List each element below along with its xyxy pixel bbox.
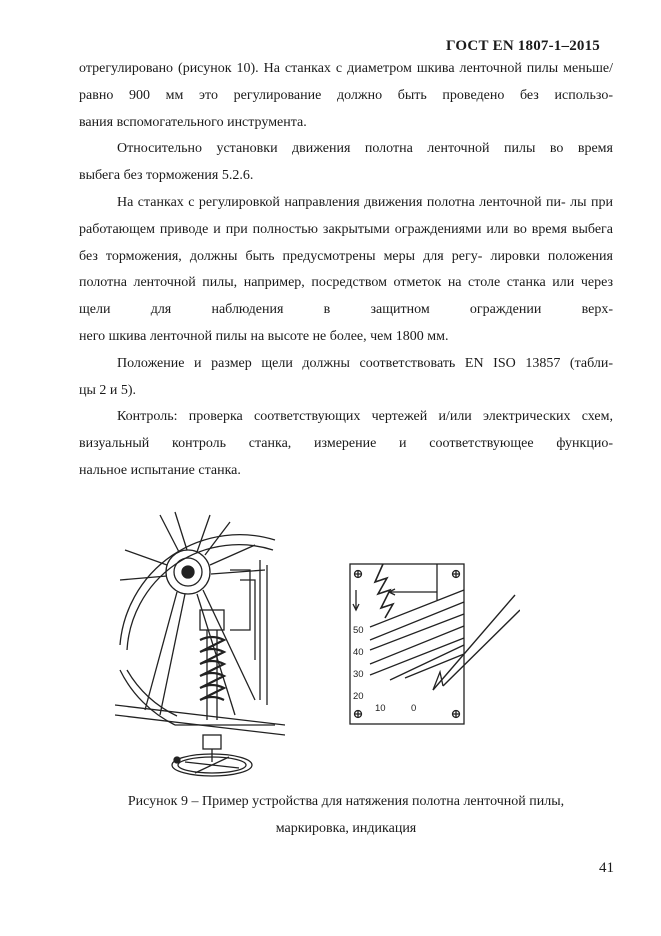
body-text <box>79 56 613 485</box>
caption-line: маркировка, индикация <box>275 821 417 836</box>
paragraph-4-end <box>79 378 613 405</box>
paragraph-1 <box>79 56 613 110</box>
paragraph-5-end <box>79 458 613 485</box>
text-line: него шкива ленточной пилы на высоте не более, чем 1800 мм. <box>79 328 449 344</box>
text-line: На станках с регулировкой направления движения полотна ленточной пи- <box>117 194 566 210</box>
scale-marking-illustration <box>345 560 520 730</box>
scale-label: 30 <box>353 669 364 680</box>
text-line: нальное испытание станка. <box>79 462 241 478</box>
text-line: на столе станка или через щели для наблюдения в защитном ограждении верх- <box>79 275 613 318</box>
scale-label: 40 <box>353 647 364 658</box>
paragraph-3 <box>79 190 613 324</box>
caption-line: Рисунок 9 – Пример устройства для натяжения полотна ленточной пилы, <box>127 794 565 809</box>
paragraph-1-end <box>79 110 613 137</box>
paragraph-3-end <box>79 324 613 351</box>
scale-label: 50 <box>353 625 364 636</box>
text-line: Относительно установки движения полотна ленточной пилы во время <box>117 141 613 157</box>
text-line: выбега без торможения 5.2.6. <box>79 168 254 184</box>
text-line: отрегулировано (рисунок 10). На станках с диаметром шкива ленточной пилы <box>79 61 559 76</box>
text-line: вания вспомогательного инструмента. <box>79 114 307 130</box>
standard-header: ГОСТ EN 1807-1–2015 <box>446 38 600 54</box>
paragraph-5 <box>79 404 613 458</box>
page-number: 41 <box>599 860 614 876</box>
text-line: лировки положения полотна ленточной пилы, например, посредством отметок <box>79 248 613 291</box>
scale-label: 20 <box>353 691 364 702</box>
text-line: Контроль: проверка соответствующих чертежей и/или электрических <box>117 409 571 425</box>
text-line: меньше/равно 900 мм это регулирование должно быть проведено без использо- <box>79 61 613 103</box>
text-line: лы при работающем приводе и при полностью закрытыми ограждениями или <box>79 194 614 237</box>
paragraph-2 <box>79 136 613 163</box>
scale-label: 10 <box>375 703 386 714</box>
paragraph-4 <box>79 351 613 378</box>
paragraph-2-end <box>79 163 613 190</box>
text-line: цы 2 и 5). <box>79 382 137 398</box>
bandsaw-wheel-illustration <box>115 510 285 780</box>
text-line: Положение и размер щели должны соответствовать EN ISO 13857 (табли- <box>117 355 613 371</box>
text-line: схем, визуальный контроль станка, измерение и соответствующее функцио- <box>79 409 613 452</box>
figure-caption <box>79 788 613 842</box>
scale-label: 0 <box>411 703 417 714</box>
text-line: во время выбега без торможения, должны быть предусмотрены меры для регу- <box>79 221 614 264</box>
